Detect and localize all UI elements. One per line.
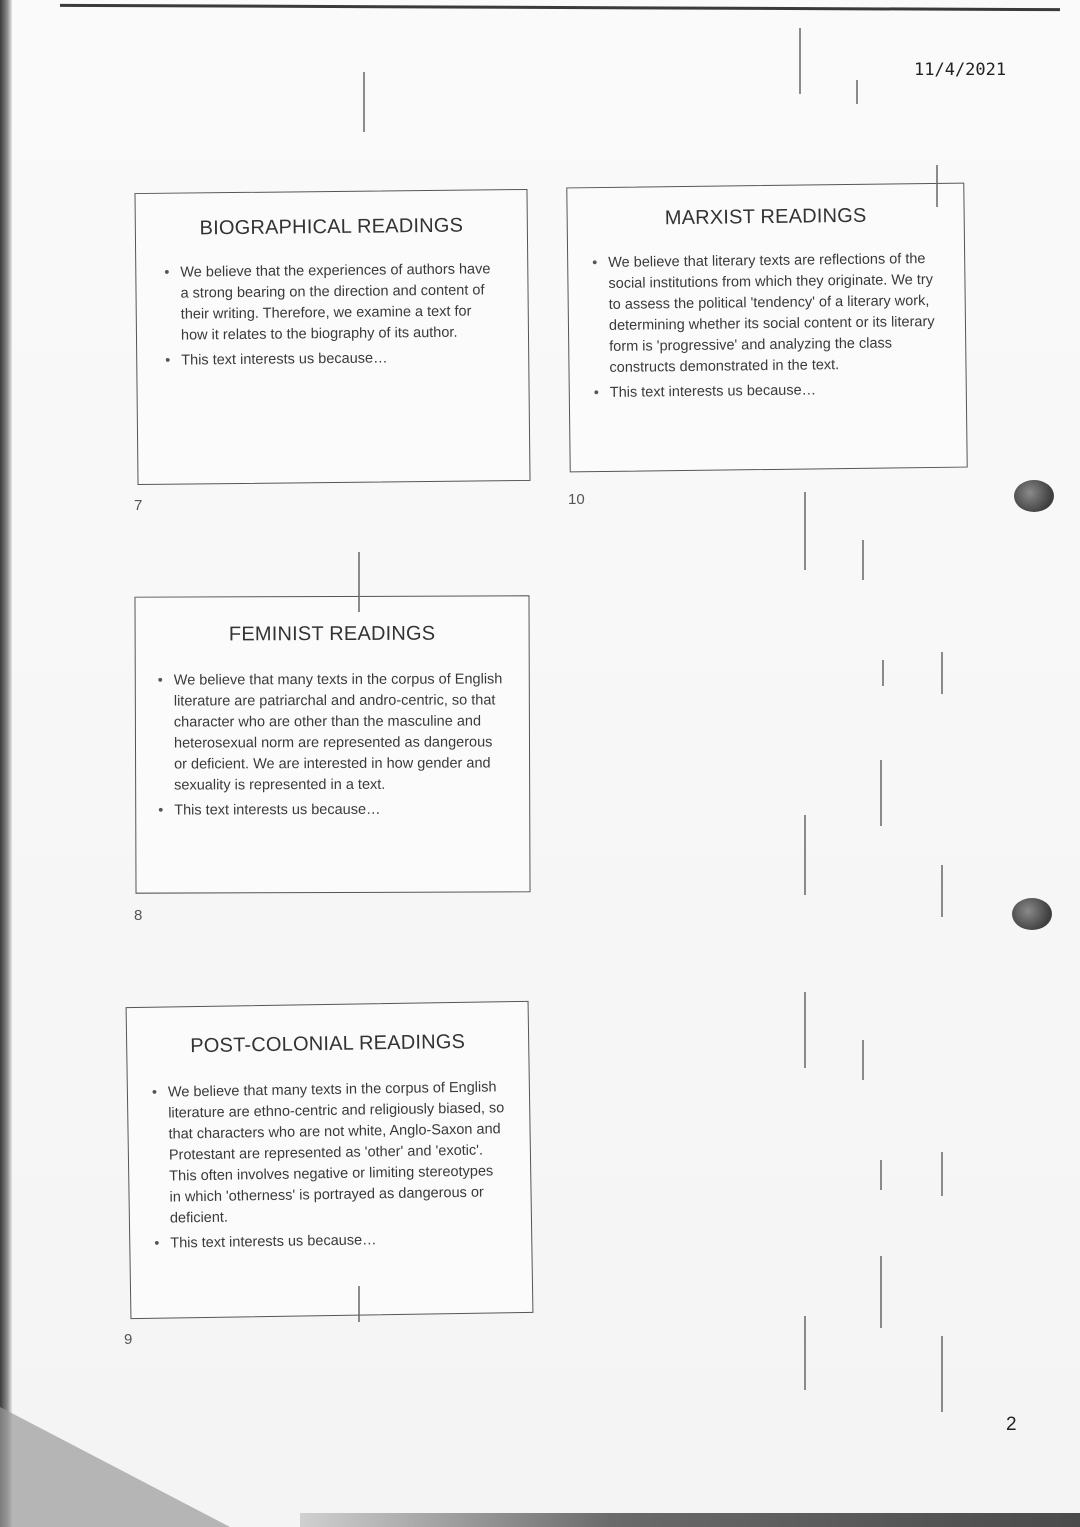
scan-mark [880,1160,882,1190]
scan-mark [936,165,938,207]
scan-mark [880,1256,882,1328]
scan-mark [880,760,882,826]
slide-bullet: • This text interests us because… [152,1228,509,1255]
slide-bullet-list [590,249,944,404]
corner-shadow [0,1407,230,1527]
slide-bullet: • We believe that many texts in the corpus of English literature are ethno-centric and religiously biased, so that characters who are not white, Anglo-Saxon and Protestant are represented as 'other' and 'exotic'. This often involves negative or limiting stereotypes in which 'otherness' is portrayed as dangerous or deficient. [150,1077,509,1230]
page-edge-shadow-bottom [300,1513,1080,1527]
slide-bullet-list [162,259,498,372]
slide-title: BIOGRAPHICAL READINGS [199,214,464,240]
page-number: 2 [1006,1414,1017,1435]
scan-mark [804,815,806,895]
slide-bullet-list [156,669,506,821]
slide-number: 9 [124,1331,133,1348]
slide-number: 10 [568,491,585,508]
punch-hole [1012,898,1052,930]
scan-mark [856,80,858,104]
slide-number: 8 [134,907,143,924]
slide-marxist-readings [566,183,967,473]
scan-mark [941,652,943,694]
scan-mark [941,1152,943,1196]
page-edge-shadow-top [60,4,1060,11]
scan-mark [363,72,365,132]
punch-hole [1014,480,1054,512]
scan-mark [358,552,360,612]
scan-mark [862,540,864,580]
scan-mark [941,1336,943,1412]
handout-date: 11/4/2021 [914,60,1007,80]
scan-mark [862,1040,864,1080]
slide-bullet: • This text interests us because… [592,379,944,404]
slide-post-colonial-readings [126,1001,534,1319]
slide-title: MARXIST READINGS [664,204,867,230]
slide-bullet: • We believe that the experiences of authors have a strong bearing on the direction and content of their writing. Therefore, we examine a text for how it relates to the biography of its author. [162,259,498,347]
slide-bullet: • We believe that many texts in the corpus of English literature are patriarchal and andro-centric, so that character who are other than the masculine and heterosexual norm are represented as dangerous or deficient. We are interested in how gender and sexuality is represented in a text. [156,669,505,796]
scan-mark [804,992,806,1068]
slide-feminist-readings [134,595,530,893]
slide-title: FEMINIST READINGS [228,622,436,646]
scan-mark [941,865,943,917]
slide-bullet-list [150,1077,510,1255]
scan-mark [799,28,801,94]
slide-bullet: • This text interests us because… [163,347,498,372]
slide-biographical-readings [134,189,530,485]
slide-bullet: • We believe that literary texts are reflections of the social institutions from which they originate. We try to assess the political 'tendency' of a literary work, determining whether its social content or its literary form is 'progressive' and analyzing the class constructs demonstrated in the text. [590,249,944,379]
scan-mark [804,1316,806,1390]
scan-mark [804,492,806,570]
scan-mark [882,660,884,686]
slide-title: POST-COLONIAL READINGS [190,1030,466,1058]
slide-number: 7 [134,497,143,514]
page-edge-shadow-left [0,0,12,1527]
slide-bullet: • This text interests us because… [156,799,505,821]
scan-mark [358,1286,360,1322]
